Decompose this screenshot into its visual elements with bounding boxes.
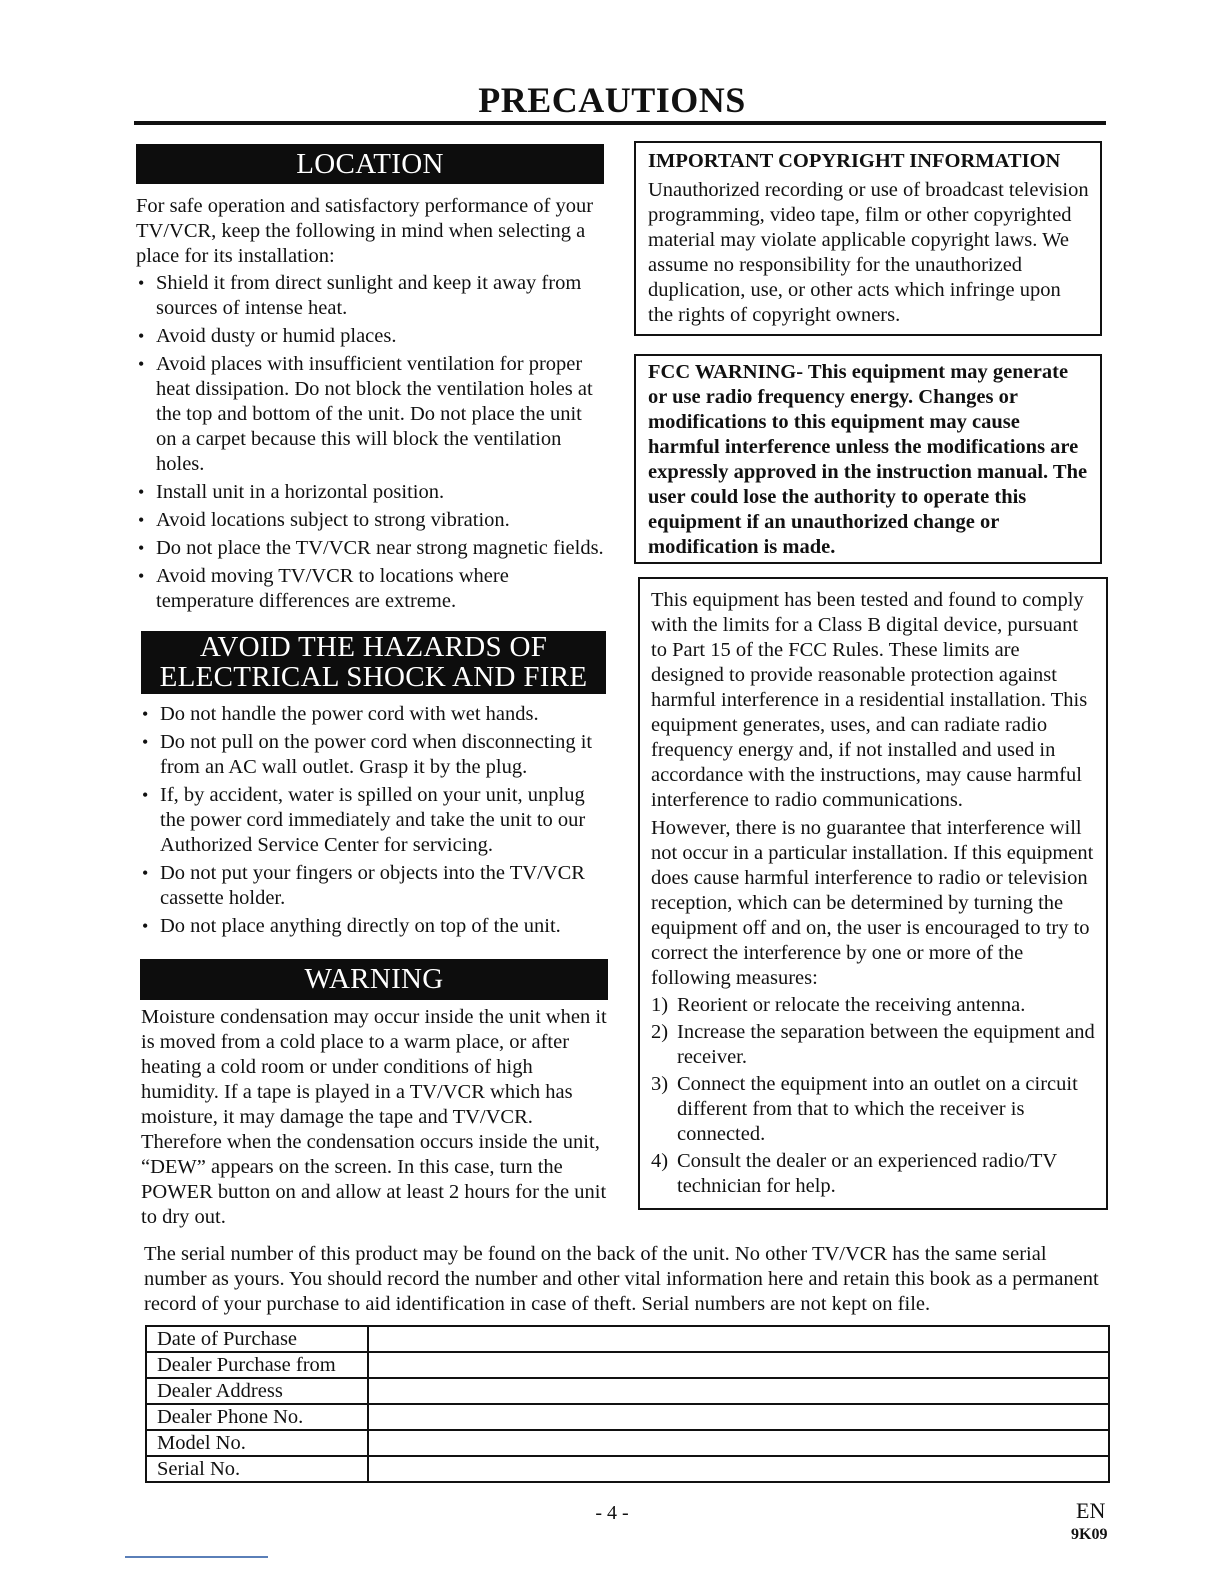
location-list	[136, 271, 606, 614]
list-item: • Do not put your fingers or objects into the TV/VCR cassette holder.	[140, 861, 610, 911]
list-item: • Shield it from direct sunlight and keep it away from sources of intense heat.	[136, 271, 606, 321]
measure-number: 2)	[651, 1021, 669, 1043]
table-row-label: Serial No.	[146, 1456, 368, 1482]
table-row	[146, 1378, 1109, 1404]
hazards-section	[140, 700, 610, 942]
serial-number-note: The serial number of this product may be found on the back of the unit. No other TV/VCR has the same serial number as yours. You should record the number and other vital information here and retain this book as a permanent record of your purchase to aid identification in case of theft. Serial numbers are not kept on file.	[144, 1243, 1099, 1315]
location-section	[136, 194, 606, 617]
list-item: • Do not handle the power cord with wet hands.	[140, 702, 610, 727]
copyright-box	[634, 141, 1102, 336]
list-item: • Do not place the TV/VCR near strong magnetic fields.	[136, 536, 606, 561]
hazards-heading-line2: ELECTRICAL SHOCK AND FIRE	[159, 661, 588, 693]
table-row-value	[368, 1456, 1109, 1482]
table-row-value	[368, 1404, 1109, 1430]
page-title: PRECAUTIONS	[478, 80, 746, 120]
copyright-heading: IMPORTANT COPYRIGHT INFORMATION	[648, 150, 1061, 172]
list-item: • Avoid locations subject to strong vibration.	[136, 508, 606, 533]
table-row	[146, 1456, 1109, 1482]
list-item: • Avoid moving TV/VCR to locations where temperature differences are extreme.	[136, 564, 606, 614]
warning-heading	[140, 959, 608, 1000]
purchase-record-table	[145, 1325, 1110, 1483]
copyright-text: Unauthorized recording or use of broadcast television programming, video tape, film or other copyrighted material may violate applicable copyright laws. We assume no responsibility for the unauthorized duplication, use, or other acts which infringe upon the rights of copyright owners.	[648, 179, 1089, 326]
measure-text: Increase the separation between the equipment and receiver.	[677, 1021, 1095, 1068]
table-row	[146, 1430, 1109, 1456]
warning-section	[141, 1005, 607, 1230]
table-row-label: Dealer Purchase from	[146, 1352, 368, 1378]
list-item: • Do not place anything directly on top of the unit.	[140, 914, 610, 939]
table-row-value	[368, 1430, 1109, 1456]
list-item: • Avoid dusty or humid places.	[136, 324, 606, 349]
location-heading	[136, 144, 604, 184]
fcc-warning-box	[634, 354, 1102, 564]
footer-divider	[125, 1556, 268, 1558]
table-row-label: Dealer Address	[146, 1378, 368, 1404]
table-row	[146, 1404, 1109, 1430]
warning-text: Moisture condensation may occur inside the unit when it is moved from a cold place to a warm place, or after heating a cold room or under conditions of high humidity. If a tape is played in a TV/VCR which has moisture, it may damage the tape and TV/VCR. Therefore when the condensation occurs inside the unit, “DEW” appears on the screen. In this case, turn the POWER button on and allow at least 2 hours for the unit to dry out.	[141, 1006, 607, 1228]
table-row-label: Dealer Phone No.	[146, 1404, 368, 1430]
list-item	[651, 1149, 1096, 1199]
table-row-label: Model No.	[146, 1430, 368, 1456]
language-code: EN	[1076, 1498, 1106, 1523]
document-code: 9K09	[1071, 1526, 1108, 1543]
list-item: • Do not pull on the power cord when disconnecting it from an AC wall outlet. Grasp it by the plug.	[140, 730, 610, 780]
table-row	[146, 1352, 1109, 1378]
page-number: - 4 -	[595, 1502, 629, 1524]
compliance-para1: This equipment has been tested and found to comply with the limits for a Class B digital device, pursuant to Part 15 of the FCC Rules. These limits are designed to provide reasonable protection against harmful interference in a residential installation. This equipment generates, uses, and can radiate radio frequency energy and, if not installed and used in accordance with the instructions, may cause harmful interference to radio communications.	[651, 589, 1088, 811]
location-heading-text: LOCATION	[296, 148, 444, 180]
compliance-box	[638, 577, 1108, 1210]
measures-list	[651, 993, 1096, 1199]
hazards-heading	[141, 631, 606, 694]
hazards-list	[140, 702, 610, 939]
table-row-label: Date of Purchase	[146, 1326, 368, 1352]
measure-text: Connect the equipment into an outlet on a circuit different from that to which the receiver is connected.	[677, 1073, 1078, 1145]
location-intro: For safe operation and satisfactory performance of your TV/VCR, keep the following in mind when selecting a place for its installation:	[136, 195, 594, 267]
list-item	[651, 1020, 1096, 1070]
hazards-heading-line1: AVOID THE HAZARDS OF	[199, 631, 548, 663]
measure-number: 3)	[651, 1073, 669, 1095]
warning-heading-text: WARNING	[304, 963, 444, 995]
fcc-warning-text: FCC WARNING- This equipment may generate or use radio frequency energy. Changes or modifications to this equipment may cause harmful interference unless the modifications are expressly approved in the instruction manual. The user could lose the authority to operate this equipment if an unauthorized change or modification is made.	[648, 361, 1088, 558]
list-item: • If, by accident, water is spilled on your unit, unplug the power cord immediately and take the unit to our Authorized Service Center for servicing.	[140, 783, 610, 858]
list-item	[651, 1072, 1096, 1147]
table-row-value	[368, 1378, 1109, 1404]
table-row-value	[368, 1352, 1109, 1378]
measure-number: 4)	[651, 1150, 669, 1172]
table-row	[146, 1326, 1109, 1352]
measure-text: Consult the dealer or an experienced radio/TV technician for help.	[677, 1150, 1057, 1197]
table-row-value	[368, 1326, 1109, 1352]
measure-number: 1)	[651, 994, 669, 1016]
list-item: • Install unit in a horizontal position.	[136, 480, 606, 505]
list-item: • Avoid places with insufficient ventilation for proper heat dissipation. Do not block the ventilation holes at the top and bottom of the unit. Do not place the unit on a carpet because this will block the ventilation holes.	[136, 352, 606, 477]
list-item	[651, 993, 1096, 1018]
title-divider	[134, 121, 1106, 125]
measure-text: Reorient or relocate the receiving antenna.	[677, 994, 1026, 1016]
compliance-para2: However, there is no guarantee that interference will not occur in a particular installation. If this equipment does cause harmful interference to radio or television reception, which can be determined by turning the equipment off and on, the user is encouraged to try to correct the interference by one or more of the following measures:	[651, 817, 1094, 989]
